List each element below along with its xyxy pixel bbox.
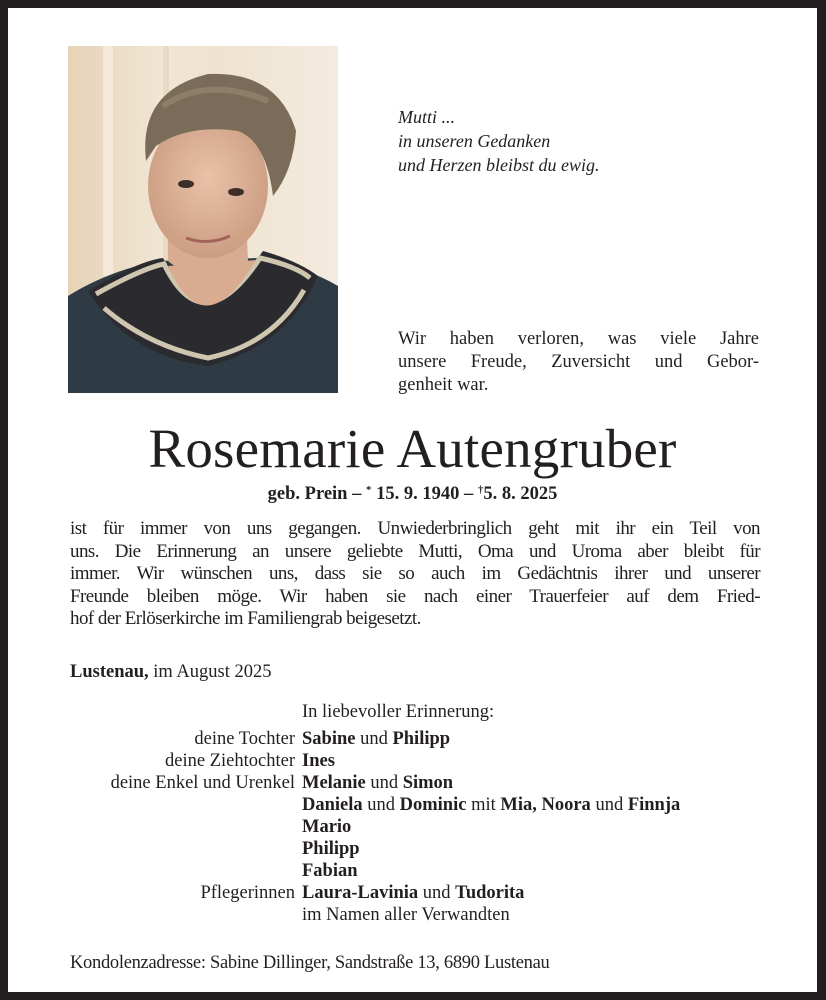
mourner-row bbox=[8, 816, 817, 838]
person-name: Ines bbox=[302, 751, 335, 771]
connector-text: mit bbox=[466, 795, 501, 815]
mourner-row bbox=[8, 750, 817, 772]
mourner-row bbox=[8, 794, 817, 816]
deceased-name: Rosemarie Autengruber bbox=[148, 418, 677, 479]
separator: – bbox=[463, 484, 474, 504]
body-line: hof der Erlöserkirche im Familiengrab beigesetzt. bbox=[70, 608, 421, 629]
birth-date: 15. 9. 1940 bbox=[376, 484, 460, 504]
person-name: Philipp bbox=[302, 839, 360, 859]
person-name: Simon bbox=[402, 773, 454, 793]
person-name: Tudorita bbox=[455, 883, 525, 903]
connector-text: und bbox=[418, 883, 456, 903]
body-line: uns. Die Erinnerung an unsere geliebte Mutti, Oma und Uroma aber bleibt für bbox=[70, 540, 760, 562]
connector-text: und bbox=[362, 795, 400, 815]
quote-line: Mutti ... bbox=[398, 107, 455, 127]
mourner-row bbox=[8, 728, 817, 750]
body-line: Freunde bleiben möge. Wir haben sie nach einer Trauerfeier auf dem Fried- bbox=[70, 585, 760, 607]
life-dates bbox=[8, 482, 817, 506]
death-date: 5. 8. 2025 bbox=[483, 484, 558, 504]
intro-line: Wir haben verloren, was viele Jahre bbox=[398, 329, 759, 349]
person-name: Sabine bbox=[302, 729, 356, 749]
obituary-text bbox=[70, 518, 760, 631]
intro-paragraph bbox=[398, 328, 759, 397]
death-cross-icon: † bbox=[477, 484, 484, 496]
relation-label: deine Ziehtochter bbox=[165, 751, 295, 771]
birth-star-icon: * bbox=[365, 484, 372, 496]
mourner-names bbox=[302, 838, 360, 860]
person-name: Melanie bbox=[302, 773, 366, 793]
mourner-names bbox=[302, 904, 510, 926]
person-name: Fabian bbox=[302, 861, 358, 881]
place: Lustenau, bbox=[70, 662, 149, 682]
separator: – bbox=[352, 484, 362, 504]
mourner-names bbox=[302, 816, 351, 838]
mourner-names bbox=[302, 882, 524, 904]
mourner-names bbox=[302, 750, 335, 772]
mourner-row bbox=[8, 772, 817, 794]
connector-text: und bbox=[590, 795, 628, 815]
connector-text: und bbox=[365, 773, 403, 793]
person-name: Finnja bbox=[627, 795, 681, 815]
memorial-quote bbox=[398, 105, 599, 177]
connector-text: im Namen aller Verwandten bbox=[302, 905, 510, 925]
body-line: ist für immer von uns gegangen. Unwiederbringlich geht mit ihr ein Teil von bbox=[70, 518, 760, 539]
quote-line: in unseren Gedanken bbox=[398, 131, 551, 151]
condolence-address: Kondolenzadresse: Sabine Dillinger, Sandstraße 13, 6890 Lustenau bbox=[70, 953, 550, 973]
mourner-names bbox=[302, 794, 680, 816]
relation-label: Pflegerinnen bbox=[200, 883, 295, 903]
date: im August 2025 bbox=[153, 662, 272, 682]
person-name: Mia, Noora bbox=[500, 795, 591, 815]
mourner-row bbox=[8, 838, 817, 860]
person-name: Philipp bbox=[392, 729, 451, 749]
mourner-row bbox=[8, 860, 817, 882]
relation-label: deine Tochter bbox=[194, 729, 295, 749]
intro-line: genheit war. bbox=[398, 375, 489, 395]
place-date bbox=[70, 660, 272, 684]
person-name: Daniela bbox=[302, 795, 363, 815]
maiden-name: geb. Prein bbox=[267, 484, 348, 504]
quote-line: und Herzen bleibst du ewig. bbox=[398, 155, 600, 175]
mourner-names bbox=[302, 772, 453, 794]
portrait-image-icon bbox=[68, 46, 338, 393]
mourner-row bbox=[8, 904, 817, 926]
mourner-names bbox=[302, 860, 358, 882]
relation-label: deine Enkel und Urenkel bbox=[110, 773, 295, 793]
person-name: Dominic bbox=[399, 795, 467, 815]
mourner-names bbox=[302, 728, 450, 750]
body-line: immer. Wir wünschen uns, dass sie so auch im Gedächtnis ihrer und unserer bbox=[70, 563, 760, 584]
memory-heading: In liebevoller Erinnerung: bbox=[302, 702, 495, 722]
person-name: Mario bbox=[302, 817, 352, 837]
person-name: Laura-Lavinia bbox=[302, 883, 419, 903]
mourner-row bbox=[8, 882, 817, 904]
connector-text: und bbox=[355, 729, 393, 749]
mourners-list bbox=[8, 728, 817, 926]
intro-line: unsere Freude, Zuversicht und Gebor- bbox=[398, 352, 759, 372]
obituary-page bbox=[8, 8, 817, 992]
portrait-photo bbox=[68, 46, 338, 393]
